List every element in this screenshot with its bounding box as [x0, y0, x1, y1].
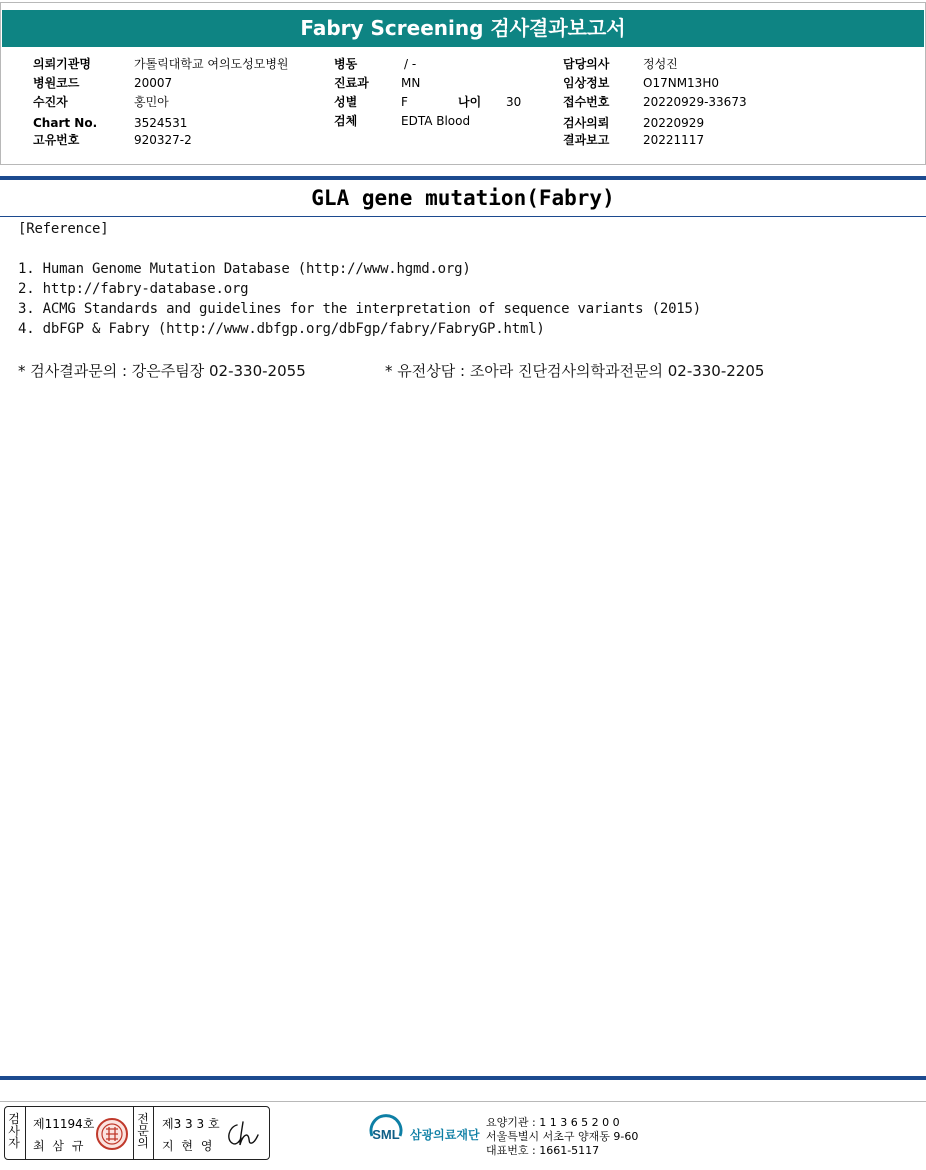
- specimen-label: 검체: [334, 114, 358, 128]
- clinical-value: O17NM13H0: [643, 76, 719, 90]
- ward-value: / -: [404, 57, 417, 71]
- reference-item: 3. ACMG Standards and guidelines for the interpretation of sequence variants (2015): [18, 301, 701, 317]
- doctor-value: 정성진: [643, 57, 678, 71]
- seal-icon: [95, 1117, 129, 1151]
- sml-logo-icon: [366, 1112, 406, 1152]
- examiner-name: 최 삼 규: [33, 1139, 86, 1153]
- report-title: Fabry Screening 검사결과보고서: [2, 10, 924, 47]
- reference-header: [Reference]: [18, 221, 109, 237]
- section-top-rule: [0, 176, 926, 180]
- signature-box: [4, 1106, 270, 1160]
- ward-label: 병동: [334, 57, 358, 71]
- examiner-license: 제11194호: [33, 1117, 95, 1131]
- age-label: 나이: [458, 95, 482, 109]
- sex-value: F: [401, 95, 408, 109]
- org-name: 삼광의료재단: [410, 1128, 480, 1142]
- section-title: GLA gene mutation(Fabry): [311, 186, 615, 210]
- request-value: 20220929: [643, 116, 705, 130]
- specialist-label: 전 문 의: [137, 1112, 149, 1150]
- chart-label: Chart No.: [33, 116, 98, 130]
- reference-item: 4. dbFGP & Fabry (http://www.dbfgp.org/dbFgp/fabry/FabryGP.html): [18, 321, 545, 337]
- divider: [153, 1107, 154, 1159]
- specimen-value: EDTA Blood: [401, 114, 471, 128]
- reference-item: 2. http://fabry-database.org: [18, 281, 249, 297]
- patient-value: 홍민아: [134, 95, 169, 109]
- left-border: [0, 2, 1, 164]
- info-bottom-border: [0, 164, 926, 165]
- hospital-code-label: 병원코드: [33, 76, 80, 90]
- clinical-label: 임상정보: [563, 76, 610, 90]
- hospital-code-value: 20007: [134, 76, 173, 90]
- agency-number: 요양기관 : 1 1 3 6 5 2 0 0: [486, 1116, 620, 1129]
- top-border: [0, 2, 926, 3]
- result-label: 결과보고: [563, 133, 610, 147]
- divider: [133, 1107, 134, 1159]
- unique-id-label: 고유번호: [33, 133, 80, 147]
- signature-icon: [223, 1119, 261, 1149]
- receipt-value: 20220929-33673: [643, 95, 747, 109]
- logo-text: SML: [372, 1127, 400, 1142]
- department-label: 진료과: [334, 76, 369, 90]
- receipt-label: 접수번호: [563, 95, 610, 109]
- footer-border: [0, 1101, 926, 1102]
- specialist-name: 지 현 영: [162, 1139, 215, 1153]
- department-value: MN: [401, 76, 421, 90]
- unique-id-value: 920327-2: [134, 133, 192, 147]
- age-value: 30: [506, 95, 522, 109]
- contact-counsel: * 유전상담 : 조아라 진단검사의학과전문의 02-330-2205: [385, 362, 765, 380]
- request-label: 검사의뢰: [563, 116, 610, 130]
- footer-top-rule: [0, 1076, 926, 1080]
- contact-inquiry: * 검사결과문의 : 강은주팀장 02-330-2055: [18, 362, 306, 380]
- institution-label: 의뢰기관명: [33, 57, 91, 71]
- examiner-label: 검 사 자: [8, 1112, 20, 1150]
- address: 서울특별시 서초구 양재동 9-60: [486, 1130, 639, 1143]
- chart-value: 3524531: [134, 116, 188, 130]
- phone: 대표번호 : 1661-5117: [486, 1144, 600, 1157]
- institution-value: 가톨릭대학교 여의도성모병원: [134, 57, 289, 71]
- doctor-label: 담당의사: [563, 57, 610, 71]
- divider: [25, 1107, 26, 1159]
- patient-label: 수진자: [33, 95, 68, 109]
- section-title-rule: [0, 216, 926, 217]
- reference-item: 1. Human Genome Mutation Database (http://www.hgmd.org): [18, 261, 471, 277]
- result-value: 20221117: [643, 133, 705, 147]
- sex-label: 성별: [334, 95, 358, 109]
- specialist-license: 제3 3 3 호: [162, 1117, 220, 1131]
